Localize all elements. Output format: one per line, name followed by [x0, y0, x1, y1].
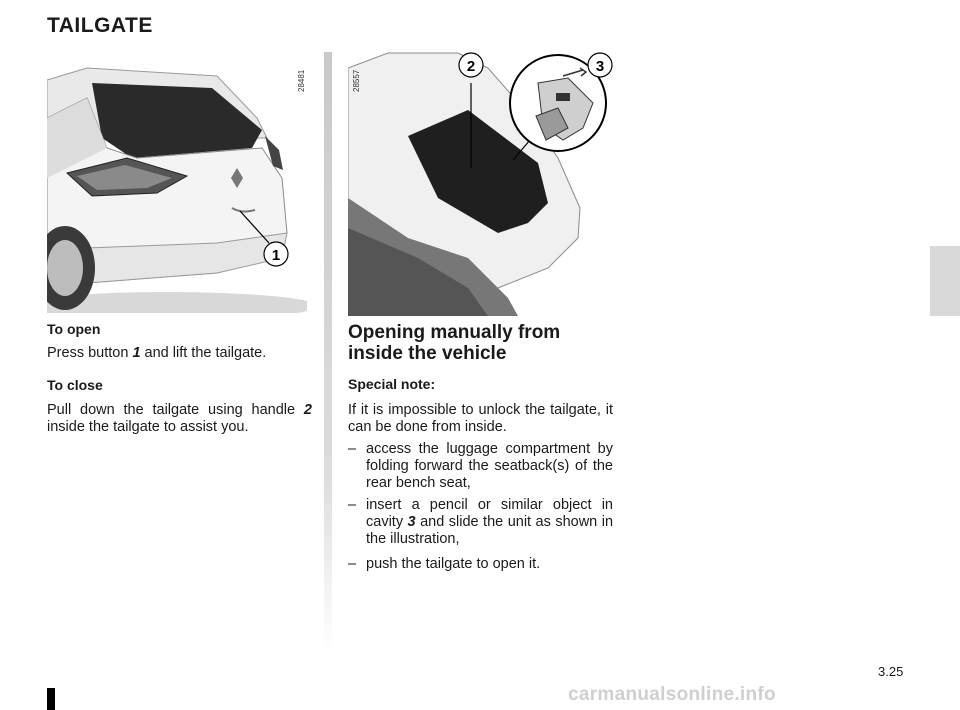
figure-ref-28557: 28557	[352, 69, 361, 92]
open-heading: To open	[47, 321, 101, 337]
tailgate-interior-illustration	[348, 48, 623, 316]
list-item: – insert a pencil or similar object in cavity 3 and slide the unit as shown in the illustration,	[348, 497, 614, 547]
section-heading: Opening manually from inside the vehicle	[348, 322, 561, 364]
special-note-heading: Special note:	[348, 376, 436, 392]
callout-2: 2	[466, 58, 476, 75]
rear-car-illustration	[47, 58, 307, 313]
list-item: – access the luggage compartment by folding forward the seatback(s) of the rear bench seat,	[348, 441, 613, 491]
print-mark	[47, 688, 55, 710]
watermark: carmanualsonline.info	[568, 684, 776, 705]
column-divider	[324, 52, 332, 652]
callout-3: 3	[595, 58, 605, 75]
close-text: Pull down the tailgate using handle 2 inside the tailgate to assist you.	[47, 402, 312, 435]
chapter-side-tab	[930, 246, 960, 316]
page-title: TAILGATE	[47, 14, 153, 37]
page-number: 3.25	[878, 664, 904, 679]
callout-1: 1	[271, 247, 281, 264]
open-text: Press button 1 and lift the tailgate.	[47, 345, 267, 361]
close-heading: To close	[47, 377, 103, 393]
special-note-text: If it is impossible to unlock the tailgate, it can be done from inside.	[348, 402, 613, 435]
figure-ref-28481: 28481	[297, 69, 306, 92]
list-item: – push the tailgate to open it.	[348, 556, 541, 572]
